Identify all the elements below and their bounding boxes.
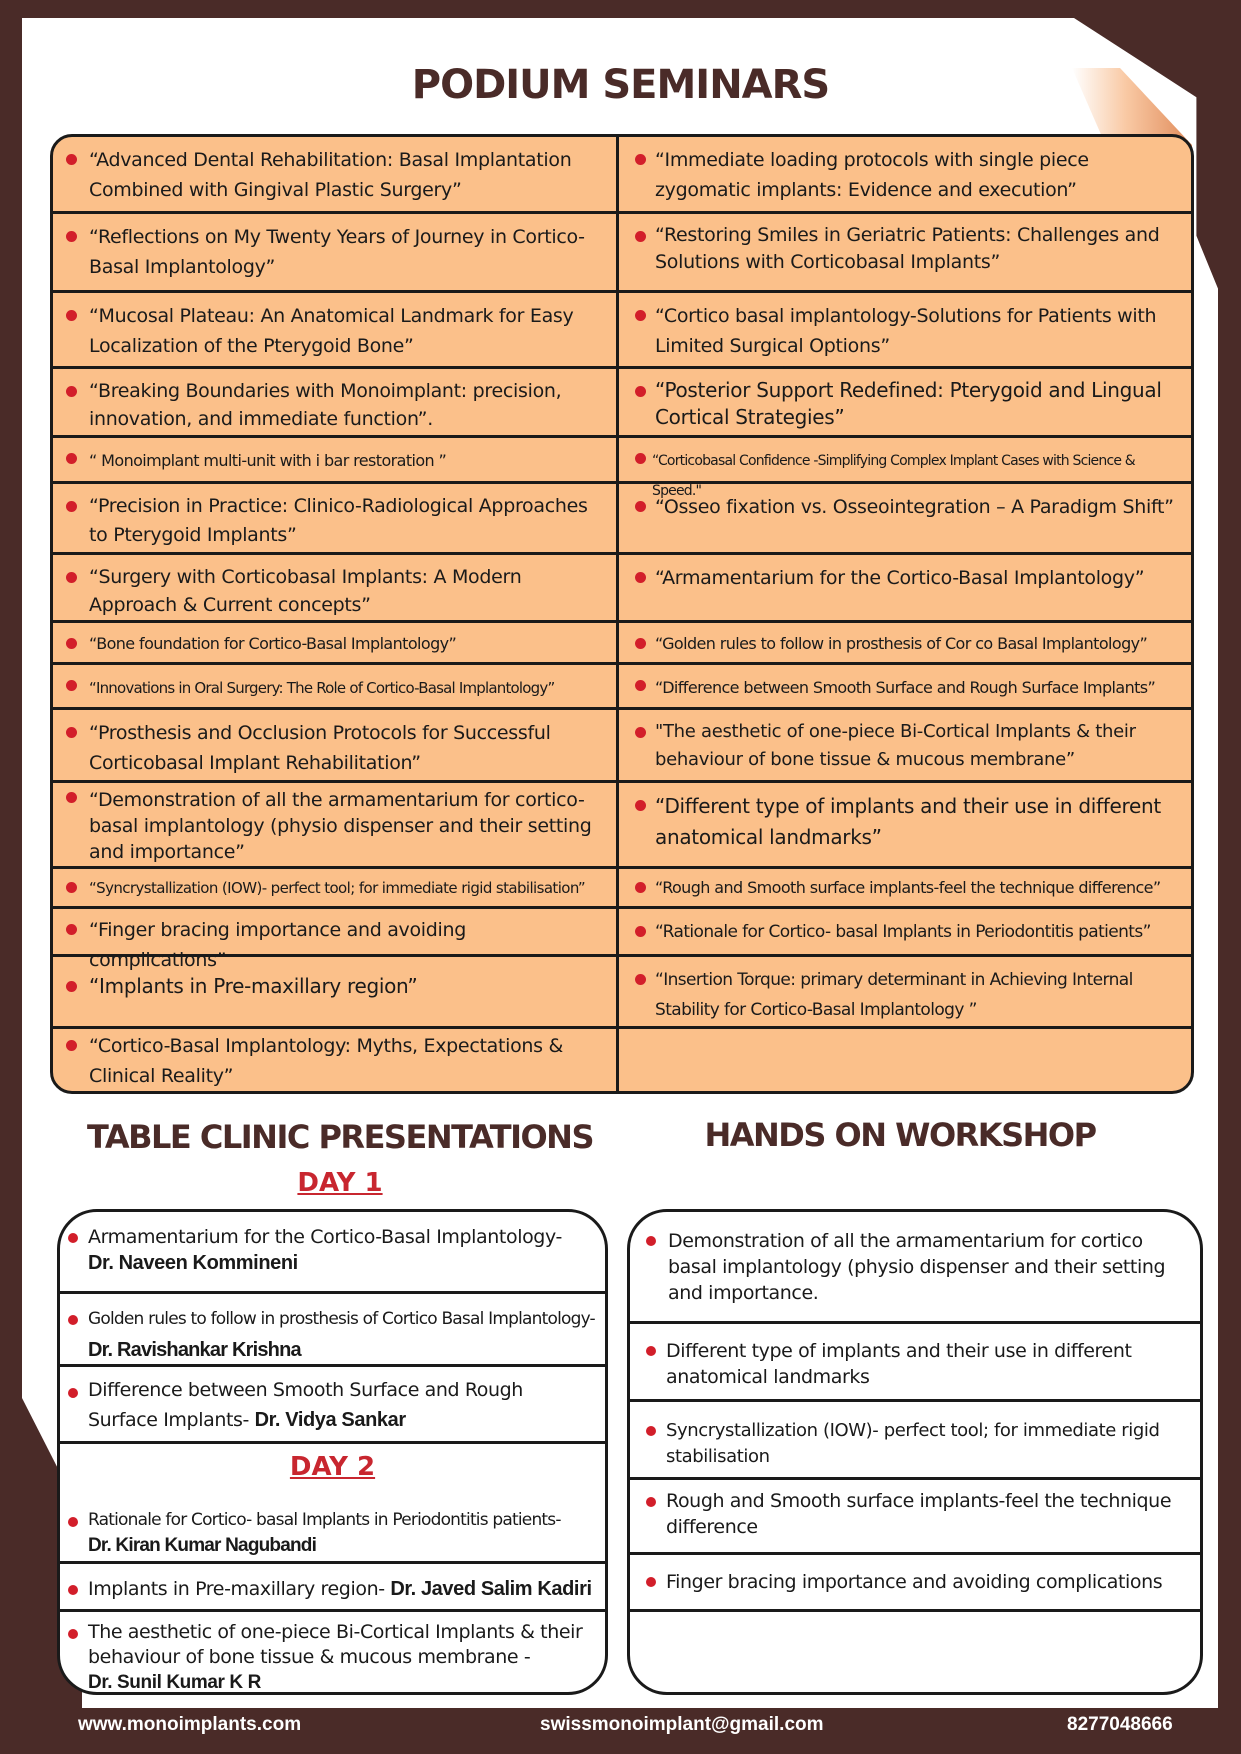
presentation-topic: Difference between Smooth Surface and Rough Surface Implants-: [88, 1379, 523, 1431]
seminar-topic-left: “Finger bracing importance and avoiding complications”: [53, 909, 622, 954]
bullet-icon: [646, 1236, 656, 1246]
footer-email[interactable]: swissmonoimplant@gmail.com: [540, 1714, 824, 1735]
list-item: [60, 1564, 605, 1612]
table-clinic-title: TABLE CLINIC PRESENTATIONS: [86, 1118, 593, 1156]
seminar-topic-left: “Advanced Dental Rehabilitation: Basal Implantation Combined with Gingival Plastic Surgery”: [53, 137, 622, 211]
seminar-topic-left: “Surgery with Corticobasal Implants: A Modern Approach & Current concepts”: [53, 555, 622, 620]
bullet-icon: [646, 1497, 656, 1507]
bullet-icon: [635, 926, 646, 937]
seminar-topic-right: “Rationale for Cortico- basal Implants in Periodontitis patients”: [622, 909, 1191, 954]
seminar-topic-left: “ Monoimplant multi-unit with i bar restoration ”: [53, 438, 622, 481]
hands-on-workshop-title: HANDS ON WORKSHOP: [704, 1116, 1096, 1154]
speaker-name: Dr. Javed Salim Kadiri: [390, 1578, 592, 1600]
table-row: [53, 484, 1191, 555]
seminar-topic-left: “Mucosal Plateau: An Anatomical Landmark for Easy Localization of the Pterygoid Bone”: [53, 293, 622, 366]
bullet-icon: [68, 1315, 78, 1325]
presentation-topic: Armamentarium for the Cortico-Basal Implantology-: [88, 1226, 562, 1248]
workshop-topic: Demonstration of all the armamentarium for cortico basal implantology (physio dispenser and their setting and importance.: [668, 1230, 1166, 1304]
bullet-icon: [635, 638, 646, 649]
bullet-icon: [66, 231, 77, 242]
bullet-icon: [66, 572, 77, 583]
seminar-topic-right: “Posterior Support Redefined: Pterygoid and Lingual Cortical Strategies”: [622, 369, 1191, 435]
bullet-icon: [635, 501, 646, 512]
bullet-icon: [66, 154, 77, 165]
table-row: [53, 369, 1191, 438]
seminar-topic-right: “Rough and Smooth surface implants-feel the technique difference”: [622, 869, 1191, 906]
list-item: [630, 1402, 1200, 1480]
seminar-topic-left: “Implants in Pre-maxillary region”: [53, 957, 622, 1026]
bullet-icon: [635, 386, 646, 397]
bullet-icon: [635, 974, 646, 985]
bullet-icon: [66, 792, 77, 803]
presentation-topic: Rationale for Cortico- basal Implants in Periodontitis patients-: [88, 1510, 561, 1530]
day-1-label: DAY 1: [297, 1168, 383, 1198]
list-item: [60, 1294, 605, 1367]
seminar-topic-left: “Demonstration of all the armamentarium for cortico- basal implantology (physio dispenser and their setting and importance”: [53, 783, 622, 866]
presentation-topic: Implants in Pre-maxillary region-: [88, 1578, 391, 1600]
table-row: [53, 137, 1191, 214]
bullet-icon: [68, 1629, 78, 1639]
bullet-icon: [646, 1577, 656, 1587]
bullet-icon: [646, 1426, 656, 1436]
list-item: [60, 1492, 605, 1564]
day-2-label: DAY 2: [289, 1452, 376, 1482]
workshop-topic: Finger bracing importance and avoiding complications: [666, 1571, 1163, 1593]
bullet-icon: [635, 680, 646, 691]
workshop-topic: Different type of implants and their use in different anatomical landmarks: [666, 1340, 1132, 1388]
bullet-icon: [646, 1346, 656, 1356]
seminar-topic-right: “Corticobasal Confidence -Simplifying Complex Implant Cases with Science & Speed.": [622, 438, 1191, 481]
seminar-topic-right: “Armamentarium for the Cortico-Basal Implantology”: [622, 555, 1191, 620]
bullet-icon: [66, 882, 77, 893]
bullet-icon: [66, 924, 77, 935]
workshop-topic: Syncrystallization (IOW)- perfect tool; for immediate rigid stabilisation: [666, 1420, 1160, 1467]
list-item: [60, 1367, 605, 1444]
workshop-topic: Rough and Smooth surface implants-feel the technique difference: [666, 1490, 1172, 1538]
seminar-topic-right: “Restoring Smiles in Geriatric Patients: Challenges and Solutions with Corticobasal Implants”: [622, 214, 1191, 290]
seminar-topic-right: "The aesthetic of one-piece Bi-Cortical Implants & their behaviour of bone tissue & mucous membrane”: [622, 710, 1191, 780]
table-row: [53, 710, 1191, 783]
bullet-icon: [635, 310, 646, 321]
speaker-name: Dr. Sunil Kumar K R: [88, 1672, 261, 1693]
bullet-icon: [68, 1388, 78, 1398]
footer-website[interactable]: www.monoimplants.com: [78, 1714, 302, 1735]
footer-phone[interactable]: 8277048666: [1067, 1714, 1173, 1735]
podium-seminars-table: [50, 134, 1194, 1094]
seminar-topic-right: “Osseo fixation vs. Osseointegration – A Paradigm Shift”: [622, 484, 1191, 552]
bullet-icon: [635, 882, 646, 893]
table-row: [53, 623, 1191, 665]
seminar-topic-left: “Bone foundation for Cortico-Basal Implantology”: [53, 623, 622, 662]
bullet-icon: [66, 310, 77, 321]
table-row: [53, 555, 1191, 623]
seminar-topic-left: “Breaking Boundaries with Monoimplant: precision, innovation, and immediate function”.: [53, 369, 622, 435]
presentation-topic: The aesthetic of one-piece Bi-Cortical Implants & their behaviour of bone tissue & mucous membrane -: [88, 1621, 583, 1668]
bullet-icon: [68, 1233, 78, 1243]
podium-seminars-title: PODIUM SEMINARS: [411, 62, 830, 108]
seminar-topic-right: “Golden rules to follow in prosthesis of Cor co Basal Implantology”: [622, 623, 1191, 662]
seminar-topic-left: “Syncrystallization (IOW)- perfect tool; for immediate rigid stabilisation”: [53, 869, 622, 906]
seminar-topic-right: “Insertion Torque: primary determinant in Achieving Internal Stability for Cortico-Basal Implantology ”: [622, 957, 1191, 1026]
bullet-icon: [66, 1040, 77, 1051]
bullet-icon: [68, 1585, 78, 1595]
bullet-icon: [66, 638, 77, 649]
seminar-topic-left: “Reflections on My Twenty Years of Journey in Cortico-Basal Implantology”: [53, 214, 622, 290]
speaker-name: Dr. Vidya Sankar: [254, 1409, 406, 1431]
seminar-topic-right: “Difference between Smooth Surface and Rough Surface Implants”: [622, 665, 1191, 707]
table-row: [53, 293, 1191, 369]
seminar-topic-left: “Innovations in Oral Surgery: The Role of Cortico-Basal Implantology”: [53, 665, 622, 707]
seminar-topic-right: “Immediate loading protocols with single piece zygomatic implants: Evidence and execution”: [622, 137, 1191, 211]
speaker-name: Dr. Kiran Kumar Nagubandi: [88, 1535, 317, 1556]
list-item: [60, 1212, 605, 1294]
bullet-icon: [66, 501, 77, 512]
table-row: [53, 438, 1191, 499]
bullet-icon: [68, 1517, 78, 1527]
table-row: [53, 1029, 1191, 1094]
table-row: [53, 869, 1191, 909]
table-row: [53, 909, 1191, 971]
list-item: [630, 1212, 1200, 1324]
table-row: [53, 783, 1191, 869]
speaker-name: Dr. Naveen Kommineni: [88, 1252, 298, 1274]
table-clinic-panel: [57, 1209, 608, 1695]
table-row: [53, 957, 1191, 1029]
bullet-icon: [635, 453, 646, 464]
bullet-icon: [635, 800, 646, 811]
list-item: [630, 1480, 1200, 1555]
list-item: [60, 1612, 605, 1695]
bullet-icon: [635, 154, 646, 165]
seminar-topic-right-empty: [622, 1029, 1191, 1094]
bullet-icon: [635, 572, 646, 583]
seminar-topic-left: “Cortico-Basal Implantology: Myths, Expectations & Clinical Reality”: [53, 1029, 622, 1094]
presentation-topic: Golden rules to follow in prosthesis of Cortico Basal Implantology-: [88, 1309, 595, 1329]
list-item: [630, 1324, 1200, 1402]
seminar-topic-left: “Precision in Practice: Clinico-Radiological Approaches to Pterygoid Implants”: [53, 484, 622, 552]
bullet-icon: [66, 453, 77, 464]
table-row: [53, 665, 1191, 710]
bullet-icon: [66, 727, 77, 738]
seminar-topic-right: “Different type of implants and their use in different anatomical landmarks”: [622, 783, 1191, 866]
seminar-topic-left: “Prosthesis and Occlusion Protocols for Successful Corticobasal Implant Rehabilitation”: [53, 710, 622, 780]
bullet-icon: [66, 386, 77, 397]
table-row: [53, 214, 1191, 293]
bullet-icon: [66, 680, 77, 691]
bullet-icon: [66, 981, 77, 992]
bullet-icon: [635, 231, 646, 242]
workshop-panel: [627, 1209, 1203, 1695]
seminar-topic-right: “Cortico basal implantology-Solutions for Patients with Limited Surgical Options”: [622, 293, 1191, 366]
list-item: [630, 1555, 1200, 1612]
bullet-icon: [635, 727, 646, 738]
speaker-name: Dr. Ravishankar Krishna: [88, 1339, 301, 1361]
